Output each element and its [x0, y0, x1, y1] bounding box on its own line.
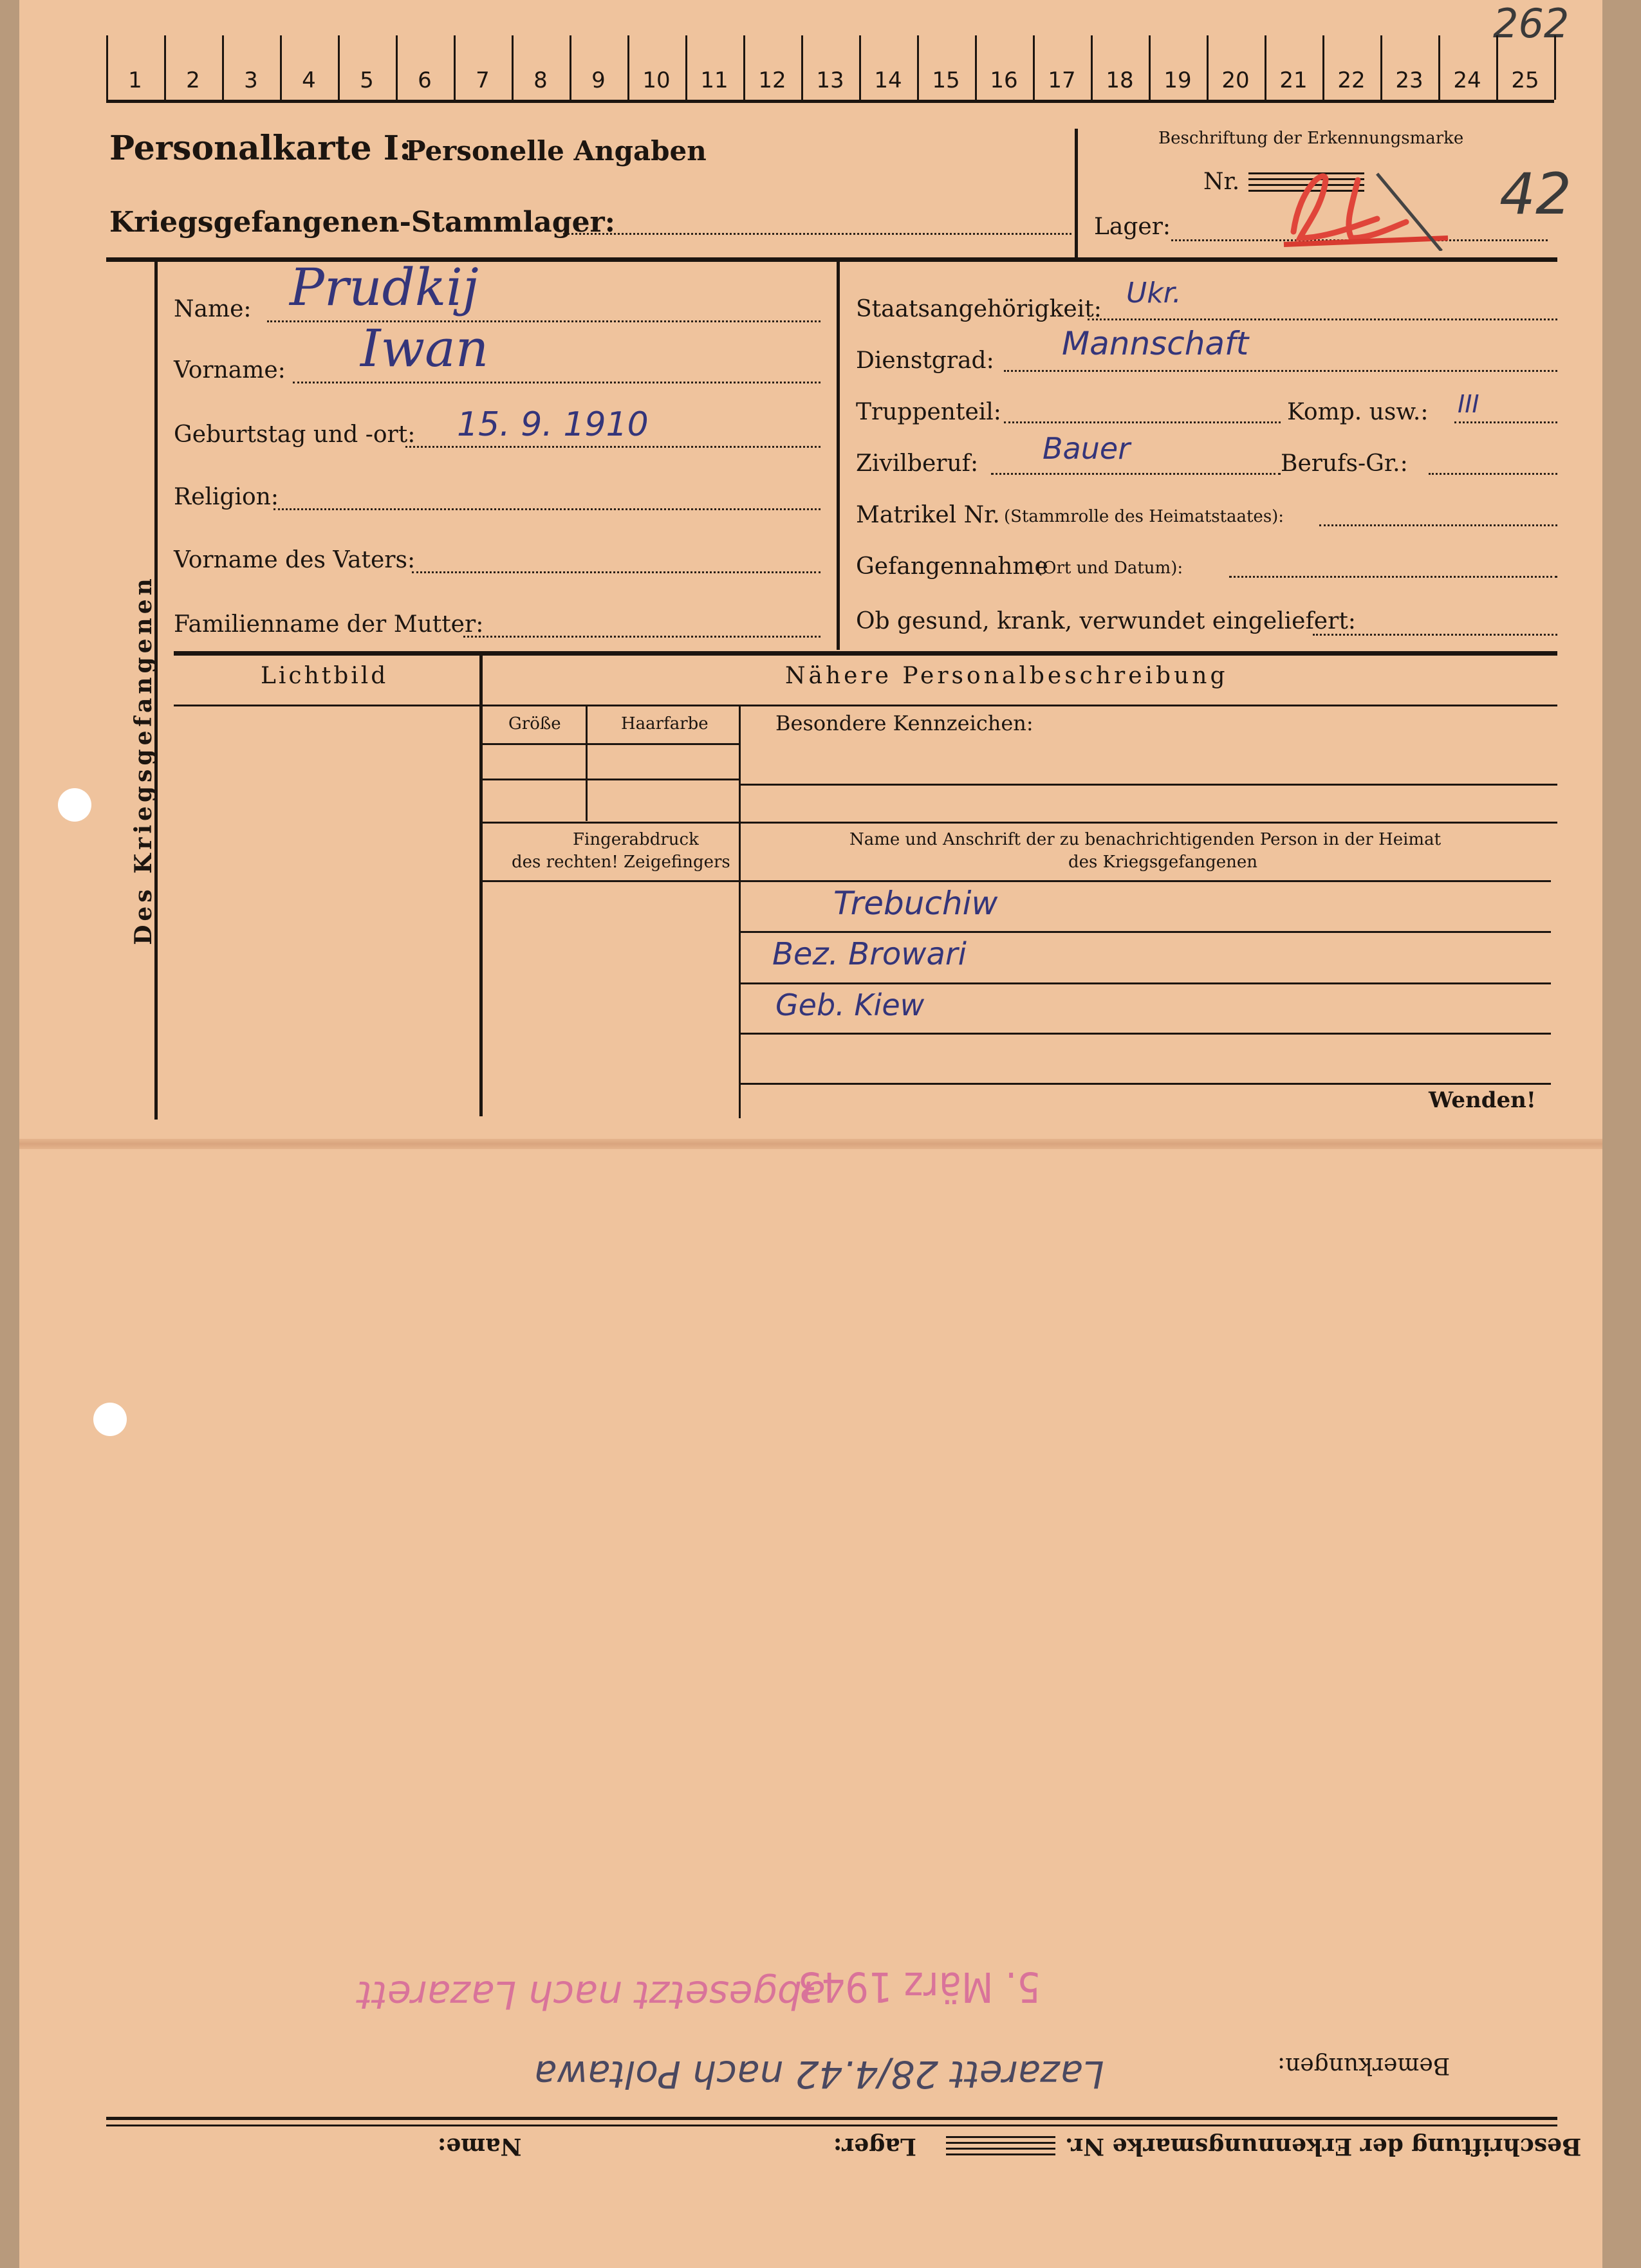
dienst-line	[1004, 370, 1557, 372]
zivil-line	[991, 473, 1281, 475]
column-number: 18	[1106, 68, 1134, 93]
column-number: 10	[642, 68, 671, 93]
stamp-handwriting: abgesetzt nach Lazarett	[357, 1972, 826, 2017]
column-number: 19	[1164, 68, 1192, 93]
staat-value: Ukr.	[1126, 277, 1182, 309]
photo-label: Lichtbild	[261, 663, 389, 689]
hair-label: Haarfarbe	[621, 714, 709, 733]
zivil-value: Bauer	[1043, 431, 1131, 466]
tag-number: 42	[1499, 161, 1571, 227]
berufs-label: Berufs-Gr.:	[1281, 450, 1408, 477]
gefangen-label: Gefangennahme	[856, 553, 1048, 580]
zivil-label: Zivilberuf:	[856, 450, 979, 477]
komp-label: Komp. usw.:	[1287, 399, 1429, 425]
dienst-value: Mannschaft	[1062, 325, 1249, 362]
column-number: 23	[1395, 68, 1423, 93]
lager-label: Lager:	[1094, 214, 1171, 240]
camp-label: Kriegsgefangenen-Stammlager:	[109, 206, 615, 239]
truppe-line	[1004, 421, 1281, 423]
tag-nr-label: Nr.	[1203, 169, 1240, 195]
left-field-line	[412, 571, 820, 573]
left-field-label: Familienname der Mutter:	[174, 611, 484, 638]
column-number: 5	[360, 68, 374, 93]
matrikel-note: (Stammrolle des Heimatstaates):	[1004, 507, 1284, 526]
card-title: Personalkarte I:	[109, 129, 412, 168]
column-number: 22	[1337, 68, 1366, 93]
contact-line-3: Geb. Kiew	[775, 988, 925, 1022]
column-number: 8	[533, 68, 548, 93]
archive-number: 262	[1493, 0, 1570, 47]
dienst-label: Dienstgrad:	[856, 347, 994, 374]
left-field-label: Vorname:	[174, 357, 286, 383]
column-number: 14	[874, 68, 902, 93]
truppe-label: Truppenteil:	[856, 399, 1001, 425]
gefangen-line	[1229, 576, 1557, 578]
left-field-value: 15. 9. 1910	[457, 405, 649, 444]
contact-label-2: des Kriegsgefangenen	[1068, 853, 1257, 872]
left-field-value: Prudkij	[290, 257, 479, 317]
remarks-label: Bemerkungen:	[1277, 2052, 1451, 2079]
column-number: 4	[302, 68, 316, 93]
finger-label-1: Fingerabdruck	[573, 830, 699, 849]
staat-line	[1088, 318, 1557, 320]
column-number: 21	[1279, 68, 1308, 93]
column-number: 2	[186, 68, 200, 93]
turn-label: Wenden!	[1429, 1087, 1536, 1113]
camp-line	[563, 233, 1071, 235]
left-field-line	[274, 508, 820, 510]
footer-tag-lines	[946, 2136, 1055, 2159]
contact-line-2: Bez. Browari	[772, 936, 967, 972]
side-label: Des Kriegsgefangenen	[129, 575, 157, 945]
column-divider	[1554, 35, 1556, 100]
column-number: 20	[1221, 68, 1250, 93]
finger-label-2: des rechten! Zeigefingers	[512, 853, 730, 872]
column-number: 24	[1453, 68, 1481, 93]
column-number: 17	[1048, 68, 1076, 93]
contact-line-1: Trebuchiw	[833, 885, 998, 922]
column-number: 6	[418, 68, 432, 93]
left-field-label: Religion:	[174, 484, 279, 510]
footer-lager-label: Lager:	[833, 2133, 916, 2160]
column-number: 12	[758, 68, 786, 93]
column-number: 15	[932, 68, 960, 93]
remarks-value: Lazarett 28/4.42 nach Poltawa	[534, 2052, 1104, 2096]
description-label: Nähere Personalbeschreibung	[785, 663, 1228, 689]
left-field-value: Iwan	[360, 318, 489, 378]
column-number: 7	[476, 68, 490, 93]
column-number: 3	[244, 68, 258, 93]
gesund-line	[1313, 634, 1557, 636]
date-stamp: 5. März 1943	[798, 1962, 1041, 2010]
matrikel-label: Matrikel Nr.	[856, 502, 1000, 528]
height-label: Größe	[508, 714, 561, 733]
punch-hole	[93, 1403, 127, 1436]
matrikel-line	[1319, 524, 1557, 526]
contact-label-1: Name und Anschrift der zu benachrichtigenden Person in der Heimat	[849, 830, 1442, 849]
berufs-line	[1429, 473, 1557, 475]
personnel-card	[19, 0, 1602, 2268]
marks-label: Besondere Kennzeichen:	[775, 711, 1034, 735]
column-number: 1	[128, 68, 142, 93]
footer-name-label: Name:	[438, 2133, 522, 2160]
column-number: 9	[591, 68, 606, 93]
left-field-label: Vorname des Vaters:	[174, 547, 416, 573]
punch-hole	[58, 788, 91, 822]
left-field-line	[267, 320, 820, 322]
card-subtitle: Personelle Angaben	[405, 135, 707, 167]
left-field-line	[405, 446, 820, 448]
left-field-label: Geburtstag und -ort:	[174, 421, 416, 448]
column-number: 13	[816, 68, 844, 93]
footer-tag-label: Beschriftung der Erkennungsmarke Nr.	[1065, 2133, 1582, 2160]
komp-value: III	[1458, 390, 1479, 418]
gefangen-note: (Ort und Datum):	[1036, 558, 1183, 578]
left-field-line	[293, 382, 820, 383]
column-number: 16	[990, 68, 1018, 93]
column-number: 25	[1511, 68, 1539, 93]
komp-line	[1454, 421, 1557, 423]
staat-label: Staatsangehörigkeit:	[856, 296, 1102, 322]
tag-caption: Beschriftung der Erkennungsmarke	[1158, 129, 1464, 148]
left-field-label: Name:	[174, 296, 252, 322]
left-field-line	[463, 636, 820, 638]
fold-line	[19, 1139, 1602, 1149]
crossed-tag-number	[1281, 148, 1474, 251]
gesund-label: Ob gesund, krank, verwundet eingeliefert:	[856, 608, 1356, 634]
column-number: 11	[700, 68, 728, 93]
